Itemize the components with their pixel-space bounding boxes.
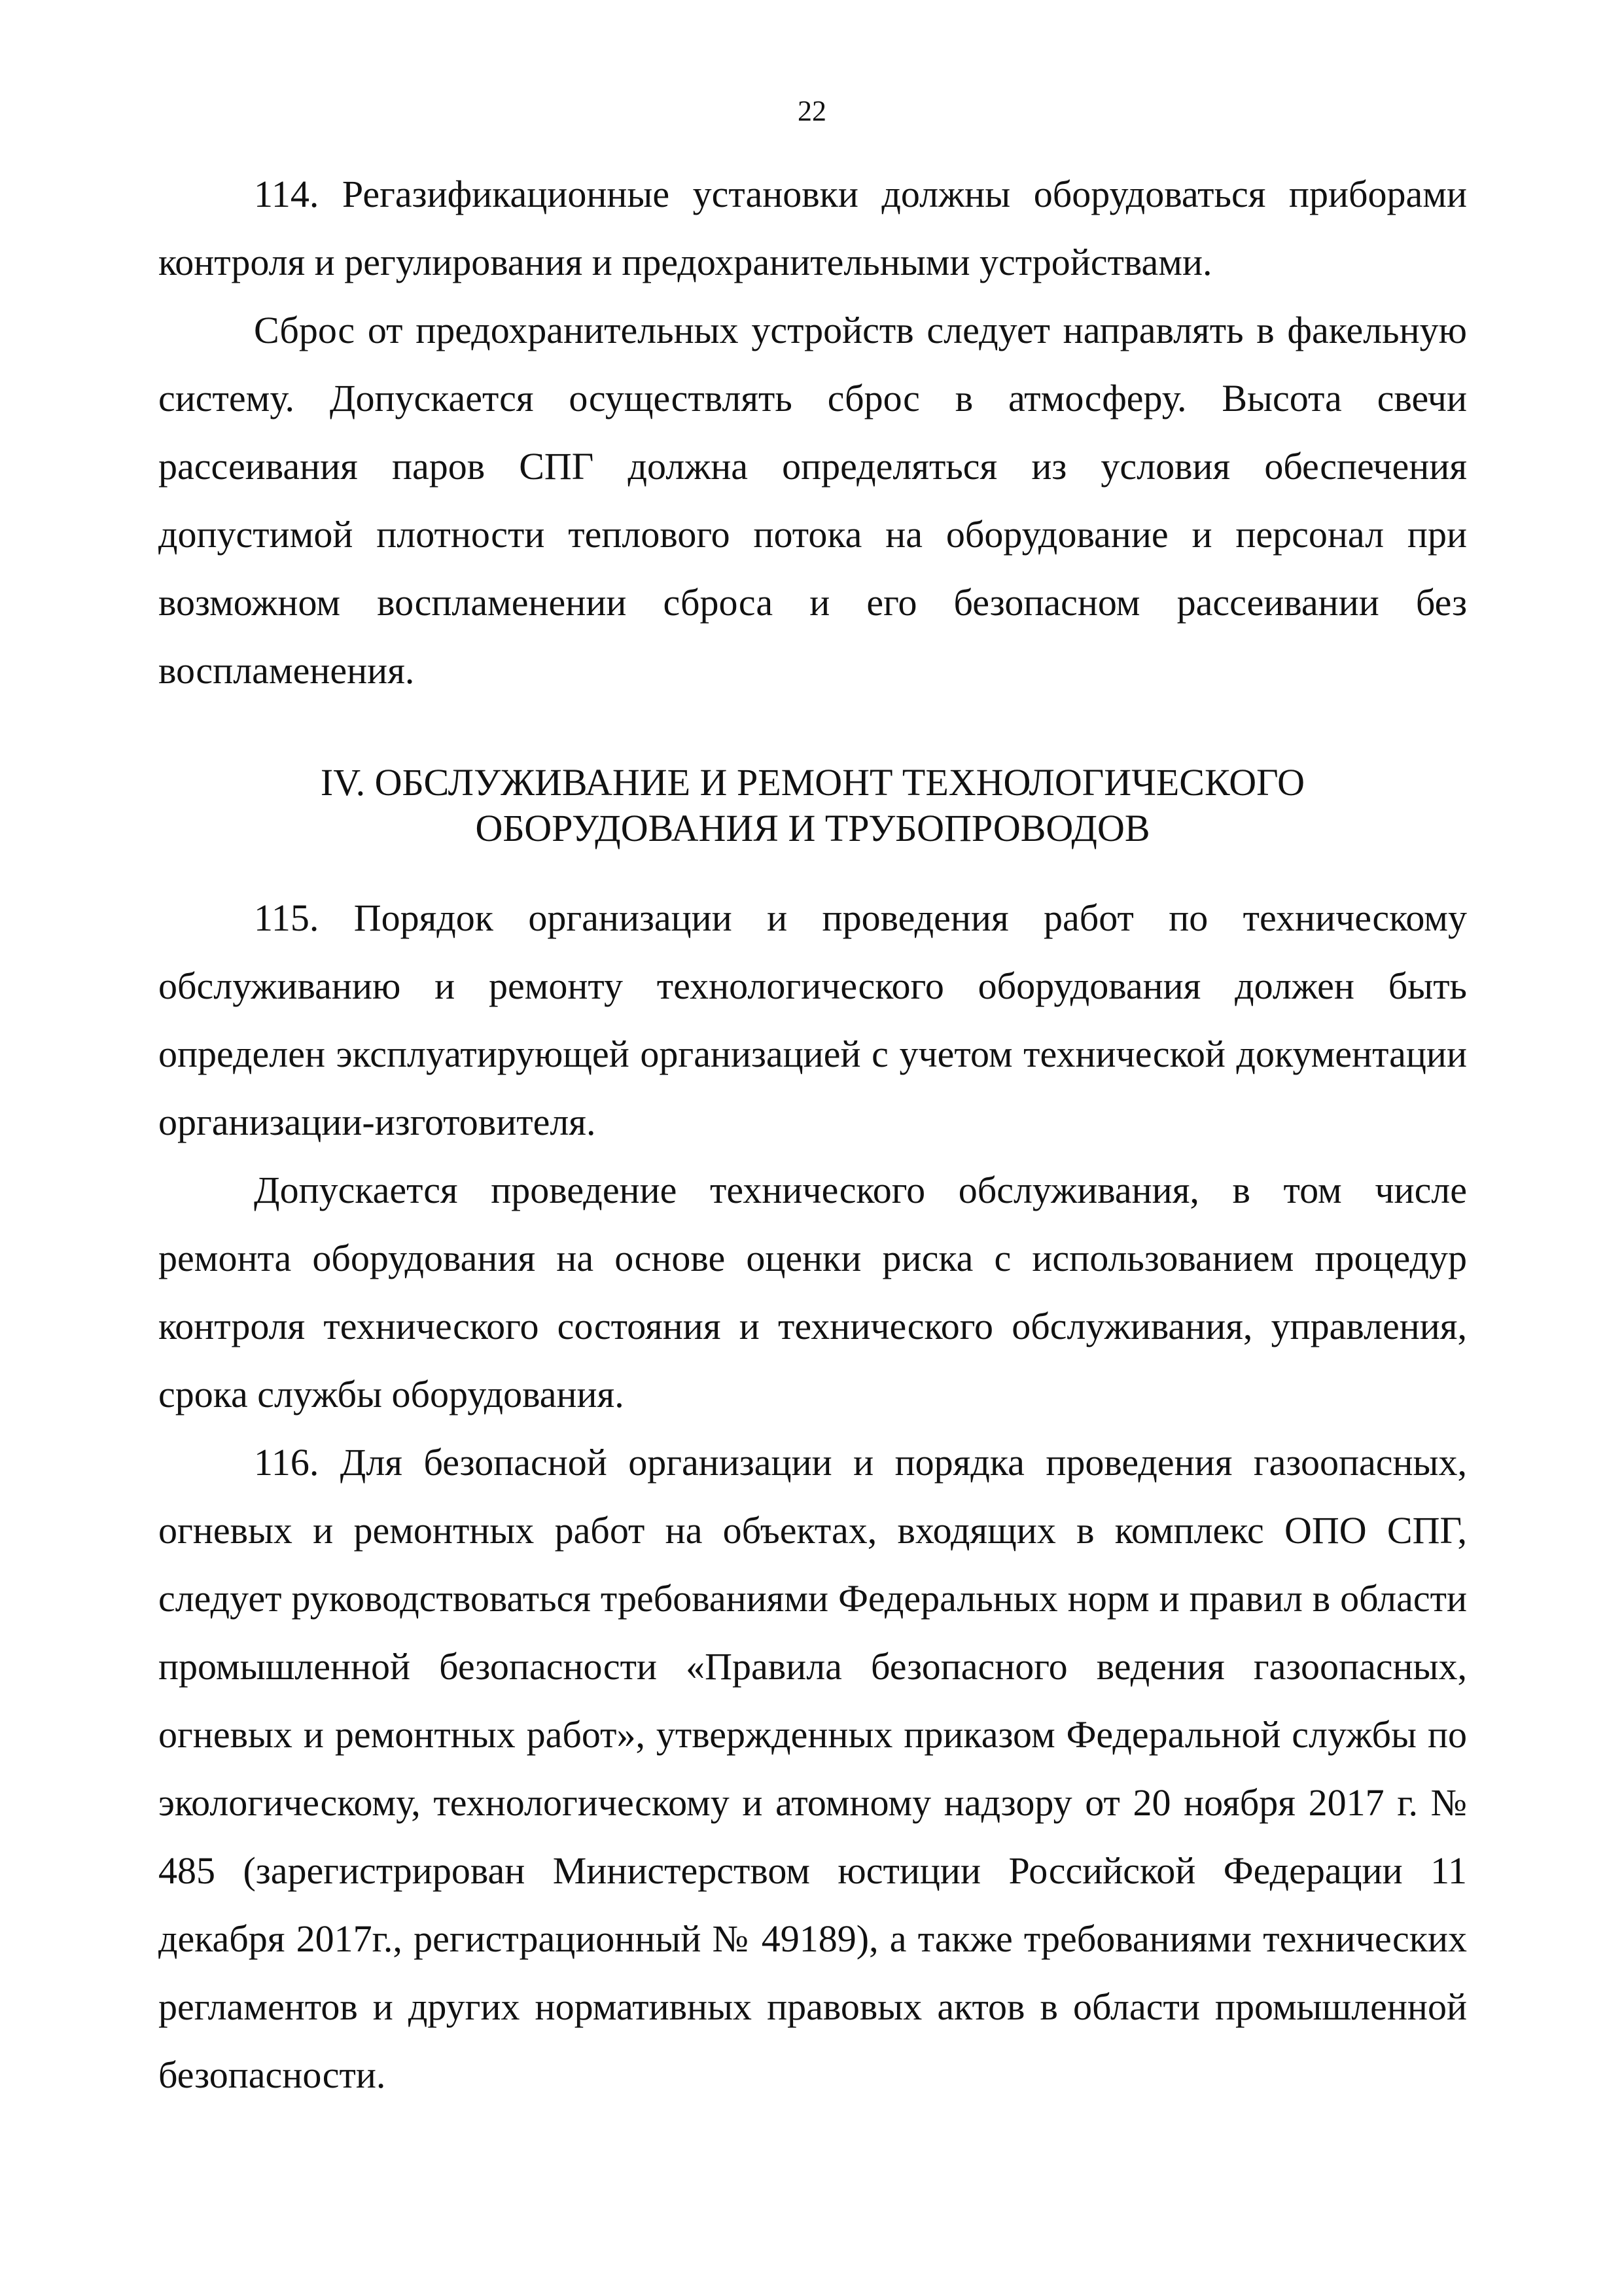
paragraph-116: 116. Для безопасной организации и порядка проведения газоопасных, огневых и ремонтных работ на объектах, входящих в комплекс ОПО СПГ, следует руководствоваться требованиями Федеральных норм и правил в области промышленной безопасности «Правила безопасного ведения газоопасных, огневых и ремонтных работ», утвержденных приказом Федеральной службы по экологическому, технологическому и атомному надзору от 20 ноября 2017 г. № 485 (зарегистрирован Министерством юстиции Российской Федерации 11 декабря 2017г., регистрационный № 49189), а также требованиями технических регламентов и других нормативных правовых актов в области промышленной безопасности. xyxy=(158,1441,1467,2096)
page-number: 22 xyxy=(798,95,826,127)
paragraph-115: 115. Порядок организации и проведения работ по техническому обслуживанию и ремонту технологического оборудования должен быть определен эксплуатирующей организацией с учетом технической документации организации-изготовителя. xyxy=(158,897,1467,1143)
section-heading-line-1: IV. ОБСЛУЖИВАНИЕ И РЕМОНТ ТЕХНОЛОГИЧЕСКОГО xyxy=(320,761,1305,804)
paragraph-114: 114. Регазификационные установки должны оборудоваться приборами контроля и регулирования и предохранительными устройствами. xyxy=(158,173,1467,283)
paragraph-risk-based-maintenance: Допускается проведение технического обслуживания, в том числе ремонта оборудования на основе оценки риска с использованием процедур контроля технического состояния и технического обслуживания, управления, срока службы оборудования. xyxy=(158,1169,1467,1415)
document-body xyxy=(158,160,1467,2109)
section-heading xyxy=(158,760,1467,851)
paragraph-discharge: Сброс от предохранительных устройств следует направлять в факельную систему. Допускается осуществлять сброс в атмосферу. Высота свечи рассеивания паров СПГ должна определяться из условия обеспечения допустимой плотности теплового потока на оборудование и персонал при возможном воспламенении сброса и его безопасном рассеивании без воспламенения. xyxy=(158,309,1467,692)
section-heading-line-2: ОБОРУДОВАНИЯ И ТРУБОПРОВОДОВ xyxy=(475,807,1150,849)
